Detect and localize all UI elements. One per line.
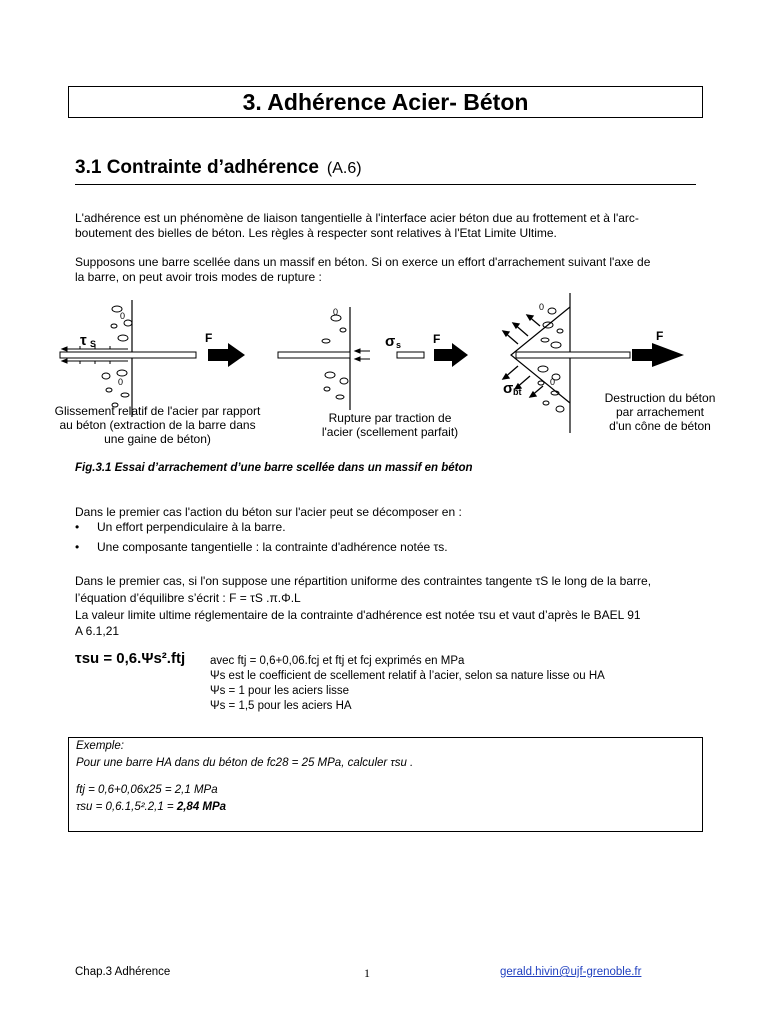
- force-label-3: F: [656, 329, 664, 343]
- decomp-lead: Dans le premier cas l'action du béton sur l'acier peut se décomposer en :: [75, 505, 462, 519]
- intro-line-2: boutement des bielles de béton. Les règles à respecter sont relatives à l'Etat Limite Ultime.: [75, 226, 557, 240]
- intro-line-4: la barre, on peut avoir trois modes de rupture :: [75, 270, 322, 284]
- bar-2-embedded: [278, 352, 350, 358]
- formula-details: [210, 654, 605, 714]
- force-label-1: F: [205, 331, 213, 345]
- example-line-2-prefix: τsu = 0,6.1,5².2,1 =: [76, 801, 177, 813]
- page-title: 3. Adhérence Acier- Béton: [242, 89, 529, 115]
- aggregate-zero: 0: [550, 377, 556, 387]
- bullet-item-2: [75, 540, 448, 554]
- force-arrow-3: [632, 343, 684, 367]
- intro-line-3: Supposons une barre scellée dans un massif en béton. Si on exerce un effort d'arrachement suivant l'axe de: [75, 255, 651, 269]
- bullet-dot: •: [75, 540, 80, 554]
- bar-2-broken: [397, 352, 424, 358]
- footer-chapter: Chap.3 Adhérence: [75, 966, 171, 978]
- tau-symbol: τ: [80, 332, 87, 349]
- caption-case-2: [300, 411, 480, 439]
- caption-1-line: au béton (extraction de la barre dans: [59, 418, 256, 432]
- sigma-arrows: [355, 349, 370, 361]
- formula-line: Ψs = 1 pour les aciers lisse: [210, 685, 350, 697]
- caption-3-line: Destruction du béton: [604, 391, 716, 405]
- formula-line: avec ftj = 0,6+0,06.fcj et ftj et fcj exprimés en MPa: [210, 655, 465, 667]
- caption-2-line: l'acier (scellement parfait): [321, 425, 459, 439]
- bullet-text: Une composante tangentielle : la contrainte d'adhérence notée τs.: [97, 540, 448, 554]
- force-arrow-2: [434, 343, 468, 367]
- sigma-bt-symbol: σ: [503, 380, 514, 397]
- aggregate-zero: 0: [539, 302, 545, 312]
- sigma-subscript: s: [396, 340, 402, 350]
- heading-rule: [75, 184, 696, 185]
- example-label: Exemple:: [76, 740, 124, 752]
- bullet-text: Un effort perpendiculaire à la barre.: [97, 520, 286, 534]
- intro-line-1: L'adhérence est un phénomène de liaison tangentielle à l'interface acier béton due au frottement et à l'arc-: [75, 211, 639, 225]
- formula-line: Ψs = 1,5 pour les aciers HA: [210, 700, 352, 712]
- example-result: 2,84 MPa: [176, 801, 227, 813]
- aggregate-zero: 0: [120, 311, 126, 321]
- footer-page-number: 1: [364, 966, 370, 980]
- uniform-line-4: A 6.1,21: [75, 624, 120, 638]
- example-statement: Pour une barre HA dans du béton de fc28 = 25 MPa, calculer τsu .: [76, 757, 414, 769]
- uniform-line-1: Dans le premier cas, si l'on suppose une répartition uniforme des contraintes tangente τS le long de la barre,: [75, 574, 652, 588]
- tau-subscript: S: [90, 339, 97, 349]
- caption-case-3: [580, 391, 740, 433]
- caption-2-line: Rupture par traction de: [328, 411, 452, 425]
- bar-3: [516, 352, 630, 358]
- force-arrow-1: [208, 343, 245, 367]
- bar-1: [60, 352, 196, 358]
- example-line-1: ftj = 0,6+0,06x25 = 2,1 MPa: [76, 784, 218, 796]
- aggregates-3: [538, 308, 564, 412]
- caption-3-line: d'un cône de béton: [609, 419, 711, 433]
- sigma-symbol: σ: [385, 333, 396, 350]
- bullet-dot: •: [75, 520, 80, 534]
- figure-caption: Fig.3.1 Essai d’arrachement d’une barre scellée dans un massif en béton: [75, 462, 473, 474]
- formula-line: Ψs est le coefficient de scellement relatif à l’acier, selon sa nature lisse ou HA: [210, 670, 605, 682]
- section-heading: [75, 157, 362, 179]
- uniform-line-3: La valeur limite ultime réglementaire de la contrainte d'adhérence est notée τsu et vaut d’après le BAEL 91: [75, 608, 641, 622]
- caption-1-line: Glissement relatif de l'acier par rapport: [54, 404, 261, 418]
- bullet-item-1: [75, 520, 286, 534]
- section-ref: (A.6): [326, 160, 362, 177]
- caption-1-line: une gaine de béton): [104, 432, 211, 446]
- formula-main: τsu = 0,6.Ψs².ftj: [75, 650, 186, 667]
- section-title: 3.1 Contrainte d’adhérence: [75, 157, 319, 178]
- title-box: [68, 86, 703, 118]
- uniform-line-2: l’équation d’équilibre s’écrit : F = τS .π.Φ.L: [75, 591, 301, 605]
- footer-email-link[interactable]: gerald.hivin@ujf-grenoble.fr: [500, 966, 642, 978]
- caption-3-line: par arrachement: [615, 405, 705, 419]
- aggregate-zero: 0: [118, 377, 124, 387]
- caption-case-1: [45, 404, 270, 446]
- sigma-bt-subscript: bt: [513, 387, 522, 397]
- force-label-2: F: [433, 332, 441, 346]
- aggregate-zero: 0: [333, 307, 339, 317]
- example-line-2: [76, 801, 226, 813]
